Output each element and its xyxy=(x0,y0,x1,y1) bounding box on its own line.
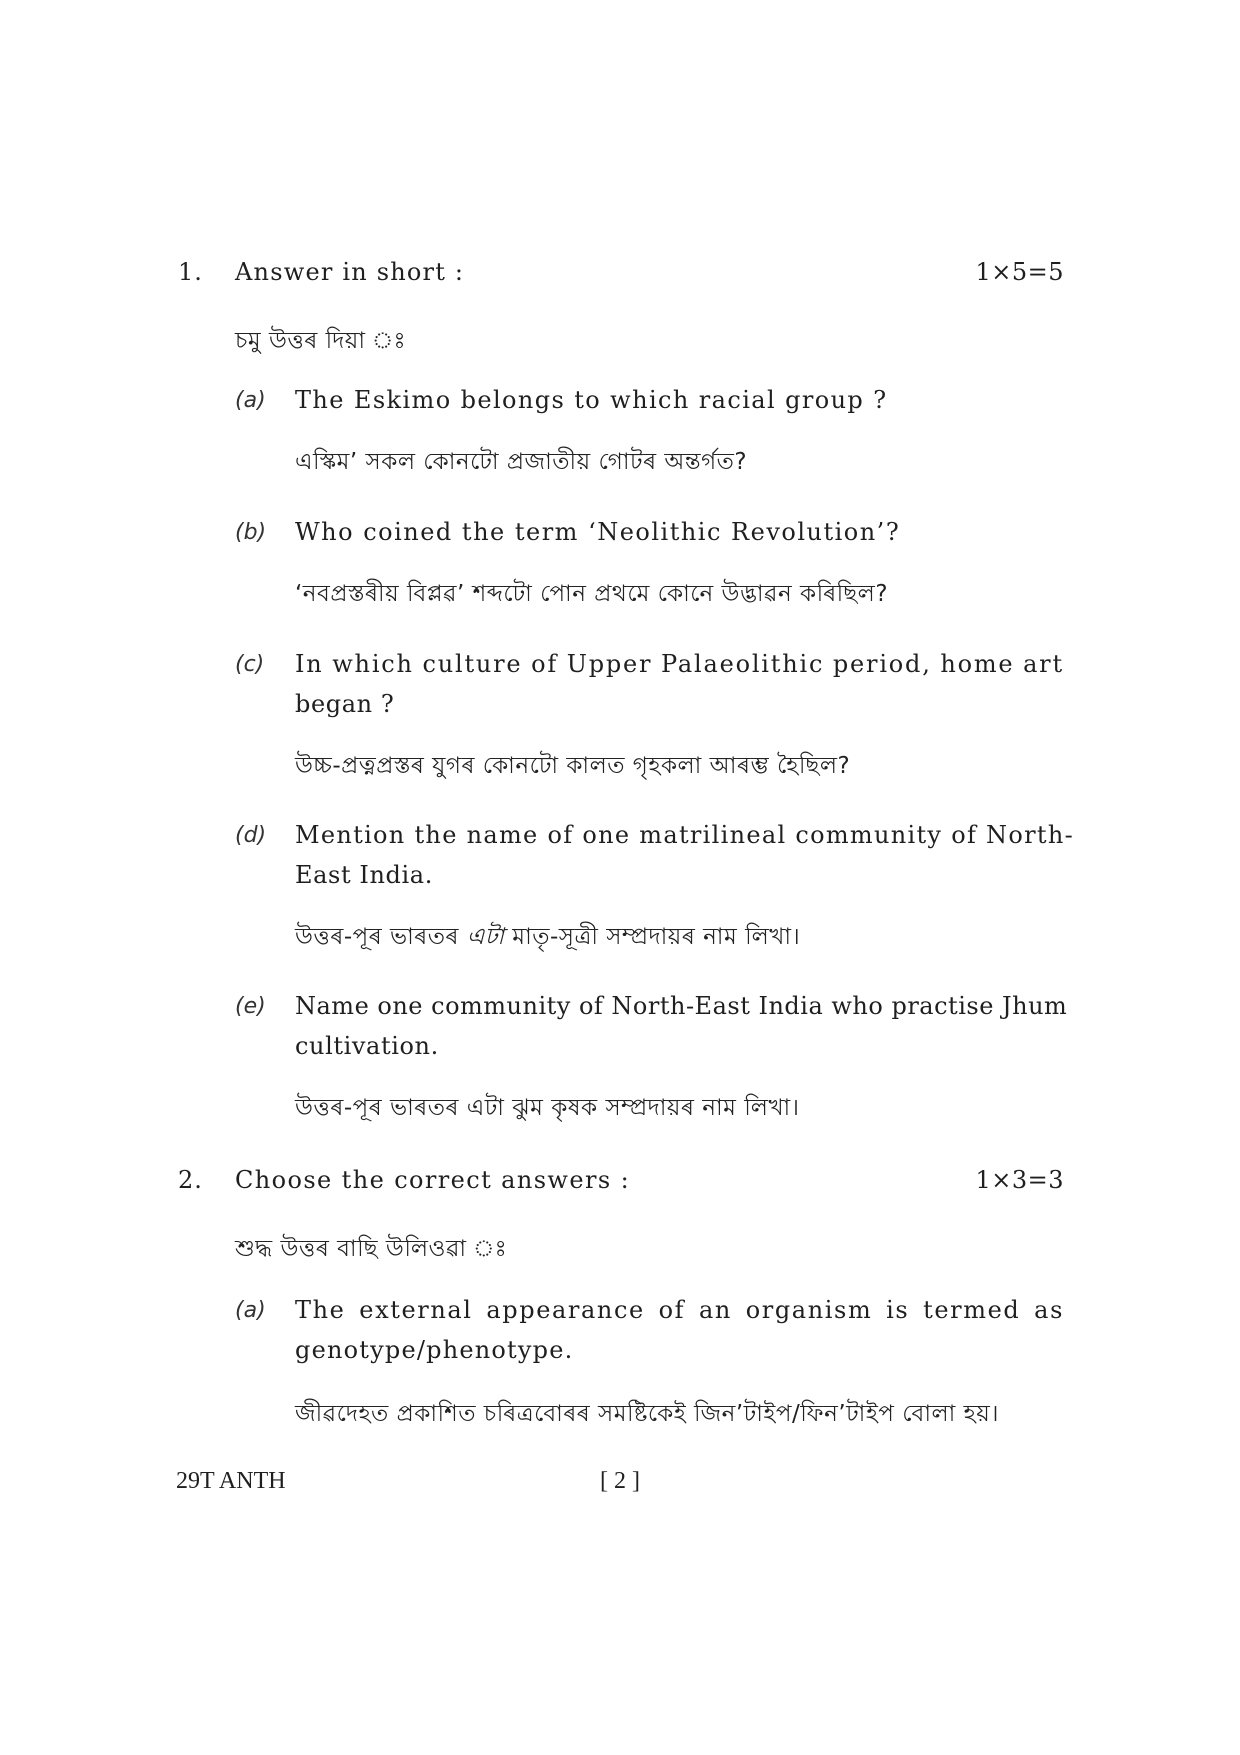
question-1c-text-assamese: উচ্চ-প্ৰত্নপ্ৰস্তৰ যুগৰ কোনটো কালত গৃহকলা আৰম্ভ হৈছিল? xyxy=(295,753,851,779)
word: period, xyxy=(832,650,932,678)
word: termed xyxy=(923,1296,1021,1324)
question-1-prompt: Answer in short : xyxy=(235,258,465,286)
paper-code: 29T ANTH xyxy=(176,1468,286,1494)
question-1d-as-before: উত্তৰ-পূৰ ভাৰতৰ xyxy=(295,924,467,950)
question-2a-text-line2: genotype/phenotype. xyxy=(295,1336,574,1364)
part-label: (d) xyxy=(235,823,267,848)
word: In xyxy=(295,650,324,678)
word: The xyxy=(295,1296,346,1324)
question-1-prompt-assamese: চমু উত্তৰ দিয়া ঃ xyxy=(235,328,407,354)
question-2-prompt: Choose the correct answers : xyxy=(235,1166,631,1194)
word: culture xyxy=(422,650,523,678)
word: of xyxy=(531,650,559,678)
question-1a-text-assamese: এস্কিম’ সকল কোনটো প্ৰজাতীয় গোটৰ অন্তৰ্গত? xyxy=(295,449,748,475)
part-label: (a) xyxy=(235,1298,266,1323)
word: Upper xyxy=(566,650,653,678)
question-1c-text-line2: began ? xyxy=(295,690,395,718)
question-1-marks: 1×5=5 xyxy=(975,258,1064,286)
word: of xyxy=(658,1296,686,1324)
question-1-number: 1. xyxy=(178,258,203,286)
question-1b-text: Who coined the term ‘Neolithic Revolution’? xyxy=(295,518,901,546)
question-2a-text-assamese: জীৱদেহত প্ৰকাশিত চৰিত্ৰবোৰৰ সমষ্টিকেই জিন’টাইপ/ফিন’টাইপ বোলা হয়। xyxy=(295,1401,1000,1427)
question-1c-text-line1 xyxy=(295,650,1064,678)
question-1d-text-assamese xyxy=(295,918,800,957)
word: as xyxy=(1034,1296,1064,1324)
word: art xyxy=(1023,650,1064,678)
word: an xyxy=(698,1296,732,1324)
word: home xyxy=(940,650,1015,678)
page-number: [ 2 ] xyxy=(600,1468,640,1494)
question-2-number: 2. xyxy=(178,1166,203,1194)
word: appearance xyxy=(486,1296,645,1324)
word: is xyxy=(886,1296,910,1324)
word: Palaeolithic xyxy=(661,650,825,678)
word: which xyxy=(332,650,414,678)
question-2a-text-line1 xyxy=(295,1296,1064,1324)
question-1e-text-assamese: উত্তৰ-পূৰ ভাৰতৰ এটা ঝুম কৃষক সম্প্ৰদায়ৰ নাম লিখা। xyxy=(295,1095,800,1121)
part-label: (b) xyxy=(235,520,267,545)
word: external xyxy=(359,1296,473,1324)
question-1b-text-assamese: ‘নবপ্ৰস্তৰীয় বিপ্লৱ’ শব্দটো পোন প্ৰথমে কোনে উদ্ভাৱন কৰিছিল? xyxy=(295,581,889,607)
part-label: (e) xyxy=(235,994,266,1019)
part-label: (c) xyxy=(235,652,265,677)
word: organism xyxy=(745,1296,873,1324)
question-2-marks: 1×3=3 xyxy=(975,1166,1064,1194)
question-1e-text-line1: Name one community of North-East India who practise Jhum xyxy=(295,992,1068,1020)
question-1d-text-line1: Mention the name of one matrilineal community of North- xyxy=(295,821,1074,849)
question-1d-as-after: মাতৃ-সূত্ৰী সম্প্ৰদায়ৰ নাম লিখা। xyxy=(504,924,801,950)
question-1d-as-emphasis: এটা xyxy=(466,924,505,950)
question-1e-text-line2: cultivation. xyxy=(295,1032,439,1060)
question-2-prompt-assamese: শুদ্ধ উত্তৰ বাছি উলিওৱা ঃ xyxy=(235,1236,508,1262)
part-label: (a) xyxy=(235,388,266,413)
question-1d-text-line2: East India. xyxy=(295,861,433,889)
question-1a-text: The Eskimo belongs to which racial group ? xyxy=(295,386,888,414)
